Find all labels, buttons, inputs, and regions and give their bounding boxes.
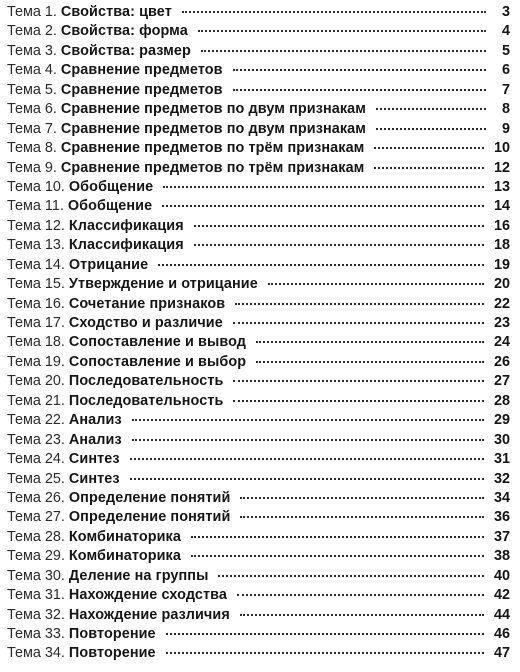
toc-topic-title: Сходство и различие xyxy=(68,315,223,331)
toc-topic-title: Свойства: цвет xyxy=(60,4,172,20)
toc-topic-title: Последовательность xyxy=(68,373,224,390)
toc-topic-number: Тема 6. xyxy=(7,101,57,118)
toc-entry xyxy=(7,450,510,469)
toc-page-number: 26 xyxy=(493,353,510,370)
toc-dot-leader xyxy=(240,516,484,518)
toc-topic-number: Тема 33. xyxy=(7,626,65,642)
toc-page-number: 14 xyxy=(493,198,510,215)
toc-topic-number: Тема 21. xyxy=(7,392,65,409)
toc-topic-title: Сравнение предметов xyxy=(60,81,223,98)
toc-page-number: 4 xyxy=(501,23,510,40)
toc-dot-leader xyxy=(162,205,484,207)
toc-page-number: 10 xyxy=(493,140,510,157)
toc-page-number: 34 xyxy=(493,489,510,506)
table-of-contents xyxy=(7,3,510,664)
toc-entry xyxy=(7,42,510,61)
toc-entry xyxy=(7,61,510,80)
toc-topic-title: Анализ xyxy=(68,412,122,429)
toc-page-number: 32 xyxy=(493,470,510,487)
toc-dot-leader xyxy=(194,225,484,227)
toc-entry xyxy=(7,100,510,119)
toc-dot-leader xyxy=(374,167,484,169)
toc-dot-leader xyxy=(198,30,486,32)
toc-entry xyxy=(7,333,510,352)
toc-entry xyxy=(7,625,510,644)
toc-page-number: 27 xyxy=(493,373,510,390)
toc-topic-number: Тема 7. xyxy=(7,120,57,137)
toc-page-number: 13 xyxy=(493,178,510,195)
toc-topic-number: Тема 32. xyxy=(7,606,65,623)
toc-page-number: 47 xyxy=(493,645,510,662)
toc-topic-number: Тема 29. xyxy=(7,548,65,565)
toc-dot-leader xyxy=(376,108,486,110)
toc-entry xyxy=(7,256,510,275)
toc-entry xyxy=(7,644,510,663)
toc-page-number: 6 xyxy=(501,62,510,79)
toc-topic-title: Сравнение предметов xyxy=(60,62,223,79)
toc-entry xyxy=(7,236,510,255)
toc-topic-number: Тема 13. xyxy=(7,237,65,254)
toc-topic-number: Тема 31. xyxy=(7,587,65,604)
toc-topic-title: Утверждение и отрицание xyxy=(68,276,258,293)
toc-dot-leader xyxy=(240,497,484,499)
toc-topic-number: Тема 24. xyxy=(7,451,65,468)
toc-page-number: 28 xyxy=(493,392,510,409)
toc-topic-number: Тема 11. xyxy=(7,198,64,215)
toc-topic-title: Сочетание признаков xyxy=(68,295,226,312)
toc-topic-title: Повторение xyxy=(68,626,156,642)
toc-page-number: 38 xyxy=(493,548,510,565)
toc-topic-title: Комбинаторика xyxy=(68,528,181,545)
toc-entry xyxy=(7,3,510,22)
toc-dot-leader xyxy=(201,50,486,52)
toc-dot-leader xyxy=(132,419,484,421)
toc-topic-number: Тема 18. xyxy=(7,334,65,351)
toc-entry xyxy=(7,197,510,216)
toc-dot-leader xyxy=(233,69,486,71)
toc-dot-leader xyxy=(191,555,484,557)
toc-entry xyxy=(7,178,510,197)
toc-page-number: 5 xyxy=(501,42,510,59)
toc-topic-number: Тема 25. xyxy=(7,470,65,487)
toc-dot-leader xyxy=(233,89,486,91)
toc-dot-leader xyxy=(235,303,484,305)
toc-entry xyxy=(7,159,510,178)
toc-dot-leader xyxy=(256,361,484,363)
toc-page-number: 42 xyxy=(493,587,510,604)
toc-topic-number: Тема 27. xyxy=(7,509,65,526)
toc-dot-leader xyxy=(130,478,484,480)
toc-page-number: 18 xyxy=(493,237,510,254)
toc-topic-title: Свойства: размер xyxy=(60,42,191,59)
toc-topic-title: Последовательность xyxy=(68,392,224,409)
toc-topic-title: Свойства: форма xyxy=(60,23,188,40)
toc-entry xyxy=(7,295,510,314)
toc-dot-leader xyxy=(163,186,484,188)
toc-topic-number: Тема 10. xyxy=(7,178,65,195)
toc-dot-leader xyxy=(374,147,484,149)
toc-topic-number: Тема 23. xyxy=(7,431,65,448)
toc-topic-number: Тема 8. xyxy=(7,140,57,157)
toc-dot-leader xyxy=(233,380,484,382)
toc-topic-number: Тема 19. xyxy=(7,353,65,370)
toc-page-number: 7 xyxy=(501,81,510,98)
toc-topic-title: Комбинаторика xyxy=(68,548,181,565)
toc-entry xyxy=(7,22,510,41)
toc-dot-leader xyxy=(237,594,484,596)
toc-page-number: 36 xyxy=(493,509,510,526)
toc-dot-leader xyxy=(166,633,484,635)
toc-entry xyxy=(7,508,510,527)
toc-entry xyxy=(7,411,510,430)
toc-entry xyxy=(7,567,510,586)
toc-page-number: 31 xyxy=(493,451,510,468)
toc-dot-leader xyxy=(240,614,484,616)
toc-topic-number: Тема 12. xyxy=(7,217,65,234)
toc-page-number: 19 xyxy=(493,256,510,273)
toc-topic-title: Анализ xyxy=(68,431,122,448)
toc-page-number: 46 xyxy=(493,626,510,642)
toc-entry xyxy=(7,139,510,158)
toc-entry xyxy=(7,547,510,566)
toc-entry xyxy=(7,431,510,450)
toc-dot-leader xyxy=(130,458,484,460)
toc-topic-number: Тема 4. xyxy=(7,62,57,79)
toc-topic-title: Сравнение предметов по трём признакам xyxy=(60,159,365,176)
toc-dot-leader xyxy=(233,400,484,402)
toc-page-number: 30 xyxy=(493,431,510,448)
toc-entry xyxy=(7,586,510,605)
toc-page-number: 44 xyxy=(493,606,510,623)
toc-page-number: 29 xyxy=(493,412,510,429)
toc-topic-title: Нахождение различия xyxy=(68,606,230,623)
toc-topic-title: Деление на группы xyxy=(68,567,209,584)
toc-topic-title: Классификация xyxy=(68,237,184,254)
toc-topic-title: Определение понятий xyxy=(68,489,231,506)
toc-page-number: 24 xyxy=(493,334,510,351)
toc-page-number: 23 xyxy=(493,315,510,331)
toc-entry xyxy=(7,275,510,294)
toc-entry xyxy=(7,314,510,333)
toc-dot-leader xyxy=(194,244,484,246)
toc-dot-leader xyxy=(218,575,484,577)
toc-page-number: 16 xyxy=(493,217,510,234)
toc-dot-leader xyxy=(132,439,484,441)
toc-topic-title: Нахождение сходства xyxy=(68,587,228,604)
toc-entry xyxy=(7,489,510,508)
toc-page-number: 3 xyxy=(501,4,510,20)
toc-topic-title: Классификация xyxy=(68,217,184,234)
toc-topic-number: Тема 5. xyxy=(7,81,57,98)
toc-topic-number: Тема 28. xyxy=(7,528,65,545)
toc-page-number: 20 xyxy=(493,276,510,293)
toc-dot-leader xyxy=(376,128,486,130)
toc-dot-leader xyxy=(191,536,484,538)
toc-topic-title: Сравнение предметов по двум признакам xyxy=(60,101,367,118)
toc-dot-leader xyxy=(256,341,484,343)
toc-topic-title: Определение понятий xyxy=(68,509,231,526)
toc-topic-number: Тема 16. xyxy=(7,295,65,312)
toc-entry xyxy=(7,353,510,372)
toc-page-number: 12 xyxy=(493,159,510,176)
toc-topic-number: Тема 34. xyxy=(7,645,65,662)
toc-topic-title: Обобщение xyxy=(68,178,154,195)
toc-page-number: 8 xyxy=(501,101,510,118)
toc-entry xyxy=(7,217,510,236)
toc-topic-number: Тема 9. xyxy=(7,159,57,176)
toc-topic-number: Тема 15. xyxy=(7,276,65,293)
toc-page-number: 22 xyxy=(493,295,510,312)
toc-topic-number: Тема 14. xyxy=(7,256,65,273)
toc-topic-title: Синтез xyxy=(68,470,120,487)
toc-page-number: 40 xyxy=(493,567,510,584)
toc-topic-title: Сопоставление и выбор xyxy=(68,353,247,370)
toc-topic-number: Тема 30. xyxy=(7,567,65,584)
toc-entry xyxy=(7,81,510,100)
toc-topic-number: Тема 1. xyxy=(7,4,57,20)
toc-topic-title: Повторение xyxy=(68,645,156,662)
toc-dot-leader xyxy=(182,11,486,13)
toc-topic-number: Тема 3. xyxy=(7,42,57,59)
toc-topic-number: Тема 26. xyxy=(7,489,65,506)
toc-dot-leader xyxy=(233,322,484,324)
toc-dot-leader xyxy=(166,652,484,654)
toc-page-number: 9 xyxy=(501,120,510,137)
toc-dot-leader xyxy=(158,264,484,266)
toc-entry xyxy=(7,528,510,547)
toc-dot-leader xyxy=(268,283,484,285)
toc-topic-title: Сравнение предметов по трём признакам xyxy=(60,140,365,157)
toc-entry xyxy=(7,120,510,139)
toc-topic-title: Отрицание xyxy=(68,256,149,273)
toc-topic-title: Обобщение xyxy=(67,198,153,215)
toc-entry xyxy=(7,392,510,411)
toc-topic-number: Тема 2. xyxy=(7,23,57,40)
toc-entry xyxy=(7,372,510,391)
toc-topic-number: Тема 20. xyxy=(7,373,65,390)
toc-entry xyxy=(7,606,510,625)
toc-topic-title: Сопоставление и вывод xyxy=(68,334,247,351)
toc-topic-title: Синтез xyxy=(68,451,120,468)
toc-topic-number: Тема 22. xyxy=(7,412,65,429)
toc-page-number: 37 xyxy=(493,528,510,545)
toc-entry xyxy=(7,470,510,489)
toc-topic-number: Тема 17. xyxy=(7,315,65,331)
toc-topic-title: Сравнение предметов по двум признакам xyxy=(60,120,367,137)
